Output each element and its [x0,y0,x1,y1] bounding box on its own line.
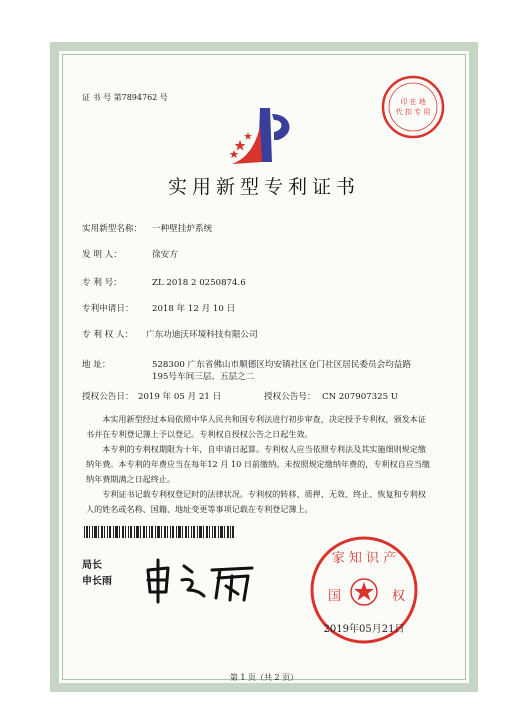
grant-date-value: 2019 年 05 月 21 日 [138,392,222,402]
barcode [84,526,234,538]
page-footer: 第 1 页（共 2 页） [229,673,299,682]
svg-text:代 扣 专 用: 代 扣 专 用 [395,108,431,116]
patent-number-value: ZL 2018 2 0250874.6 [152,278,246,288]
patent-number-label: 专 利 号： [82,278,122,288]
bottom-official-seal [308,534,420,646]
address-line-1: 528300 广东省佛山市顺德区均安镇社区仓门社区居民委员会均益路 [152,360,411,370]
director-title: 局长 [82,560,102,571]
svg-text:家 知 识 产: 家 知 识 产 [331,551,397,566]
paragraph-1: 本实用新型经过本局依照中华人民共和国专利法进行初步审查，决定授予专利权，颁发本证书并在专利登记簿上予以登记。专利权自授权公告之日起生效。 [86,414,426,439]
svg-text:权: 权 [392,589,406,604]
page-title: 实用新型专利证书 [167,176,360,198]
filing-date-value: 2018 年 12 月 10 日 [152,304,236,314]
grant-date-label: 授权公告日： [82,392,134,402]
grant-number-value: CN 207907325 U [322,392,399,402]
paragraph-2: 本专利的专利权期限为十年，自申请日起算。专利权人应当依照专利法及其实施细则规定缴纳年费。本专利的年费应当在每年12 月 10 日前缴纳。未按照规定缴纳年费的，专利权自应当缴纳年费期满之日起终止。 [86,444,430,484]
svg-text:国: 国 [328,589,342,604]
svg-text:印 在 地: 印 在 地 [400,98,426,106]
cnipa-logo [226,104,304,168]
inventor-value: 徐安方 [152,250,178,260]
grant-number-label: 授权公告号： [264,392,316,402]
director-signature [140,556,260,606]
certificate-page [50,42,478,692]
paragraph-3: 专利证书记载专利权登记时的法律状况。专利权的转移、质押、无效、终止、恢复和专利权人的姓名或名称、国籍、地址变更等事项记载在专利登记簿上。 [86,489,426,514]
name-label: 实用新型名称： [82,224,143,234]
top-official-seal [380,74,446,140]
name-value: 一种壁挂炉系统 [152,224,213,234]
inventor-label: 发 明 人： [82,250,122,260]
filing-date-label: 专利申请日： [82,304,134,314]
holder-value: 广东功迪沃环境科技有限公司 [146,330,258,340]
certificate-number: 证 书 号 第7894762 号 [82,93,168,102]
address-label: 地 址： [82,360,111,370]
address-line-2: 195号车间三层、五层之二 [152,372,255,382]
holder-label: 专 利 权 人： [82,330,134,340]
body-text [86,412,432,517]
seal-date: 2019年05月21日 [323,624,405,635]
director-name: 申长雨 [82,576,112,587]
